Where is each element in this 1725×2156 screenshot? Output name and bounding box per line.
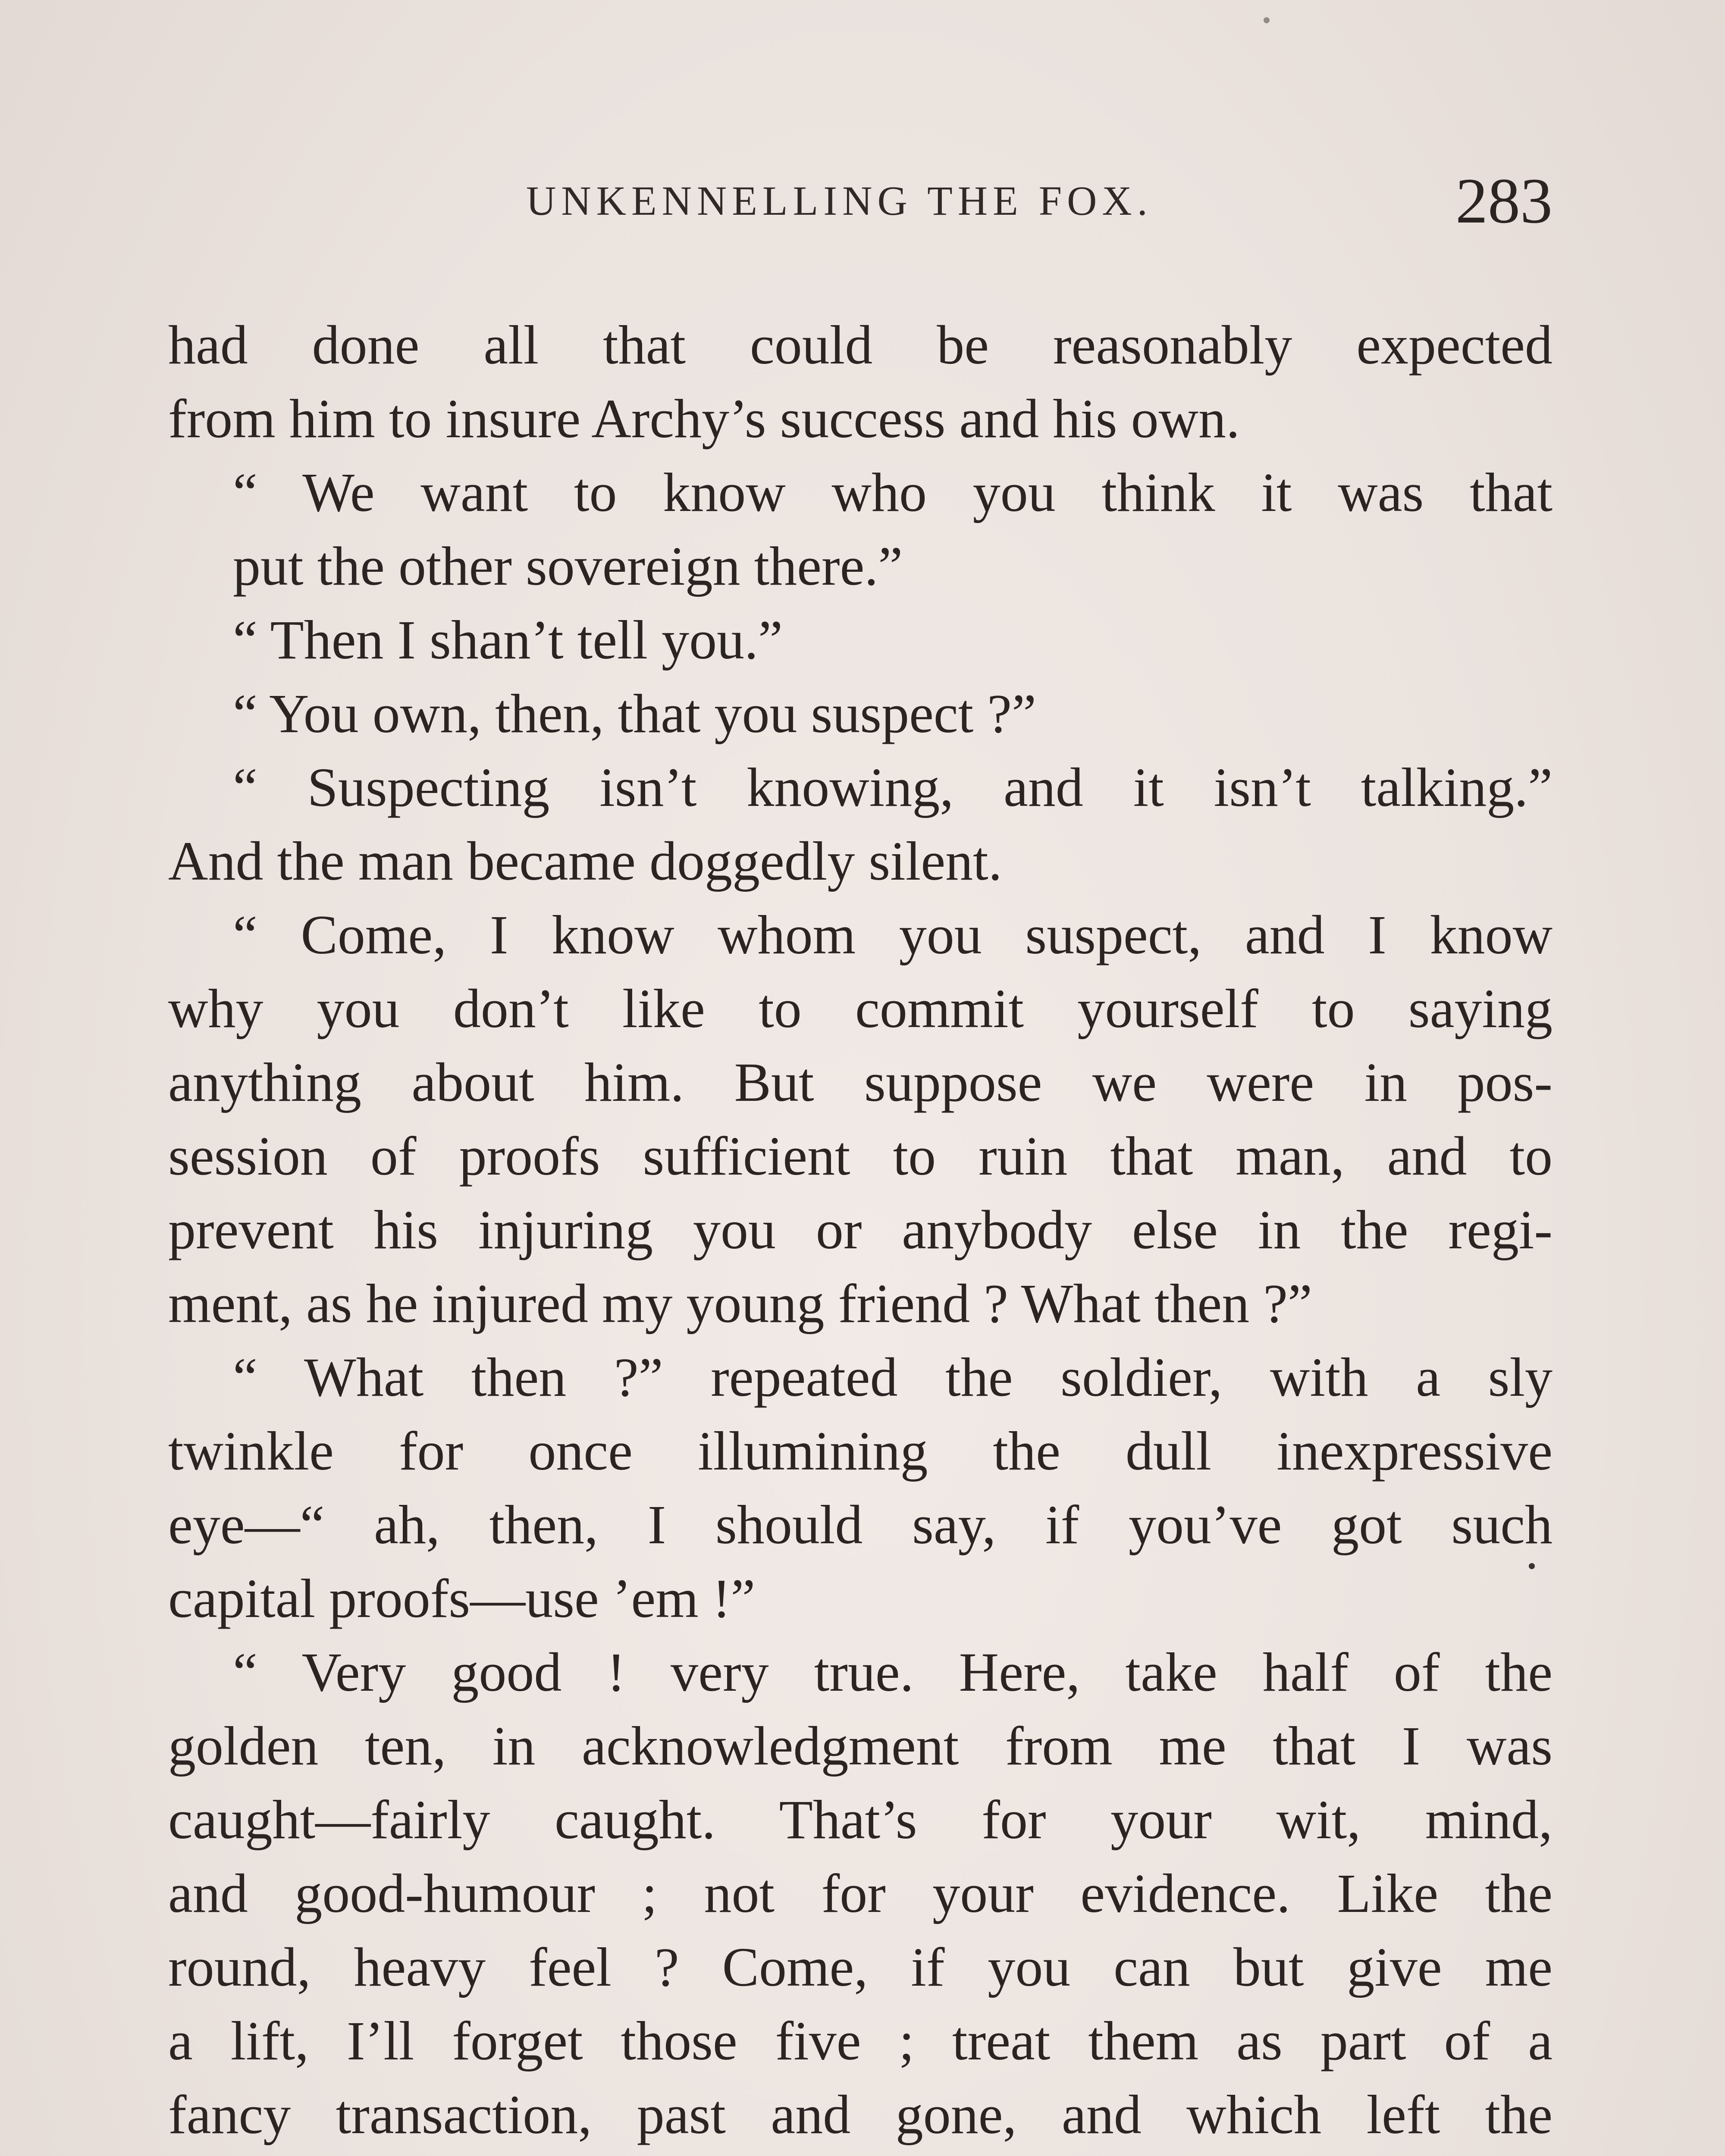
- text-line: fancy transaction, past and gone, and which left the: [168, 2084, 1552, 2145]
- text-line: put the other sovereign there.”: [233, 536, 903, 597]
- text-line: [168, 2152, 1552, 2156]
- text-line: anything about him. But suppose we were in pos-: [168, 1052, 1552, 1113]
- text-line: eye—“ ah, then, I should say, if you’ve got such: [168, 1494, 1552, 1555]
- text-line: and good-humour ; not for your evidence. Like the: [168, 1863, 1552, 1924]
- text-line: “ We want to know who you think it was that: [233, 462, 1552, 523]
- text-line: “ You own, then, that you suspect ?”: [233, 683, 1036, 744]
- text-line: prevent his injuring you or anybody else in the regi-: [168, 1199, 1552, 1260]
- body-text: [168, 308, 1552, 2156]
- text-line: golden ten, in acknowledgment from me that I was: [168, 1715, 1552, 1777]
- text-line: round, heavy feel ? Come, if you can but give me: [168, 1937, 1552, 1998]
- text-line: had done all that could be reasonably expected: [168, 314, 1552, 376]
- text-line: a lift, I’ll forget those five ; treat them as part of a: [168, 2010, 1552, 2071]
- page-header: [168, 164, 1552, 237]
- text-line: “ Then I shan’t tell you.”: [233, 609, 783, 671]
- text-line: “ Very good ! very true. Here, take half of the: [233, 1642, 1552, 1703]
- page-number: 283: [1455, 165, 1552, 237]
- ink-speck: [1529, 1563, 1535, 1569]
- text-line: session of proofs sufficient to ruin that man, and to: [168, 1125, 1552, 1187]
- text-line: capital proofs—use ’em !”: [168, 1568, 756, 1629]
- text-line: “ Suspecting isn’t knowing, and it isn’t talking.”: [233, 757, 1552, 818]
- text-line: ment, as he injured my young friend ? What then ?”: [168, 1273, 1312, 1334]
- text-line: twinkle for once illumining the dull inexpressive: [168, 1420, 1552, 1482]
- text-line: caught—fairly caught. That’s for your wit, mind,: [168, 1789, 1552, 1850]
- ink-speck: [1264, 17, 1270, 23]
- text-line: “ What then ?” repeated the soldier, with a sly: [233, 1347, 1552, 1408]
- running-head: UNKENNELLING THE FOX.: [526, 178, 1153, 224]
- text-line: And the man became doggedly silent.: [168, 830, 1002, 892]
- text-line: “ Come, I know whom you suspect, and I know: [233, 904, 1552, 965]
- text-line: from him to insure Archy’s success and his own.: [168, 388, 1240, 449]
- text-line: why you don’t like to commit yourself to saying: [168, 978, 1552, 1039]
